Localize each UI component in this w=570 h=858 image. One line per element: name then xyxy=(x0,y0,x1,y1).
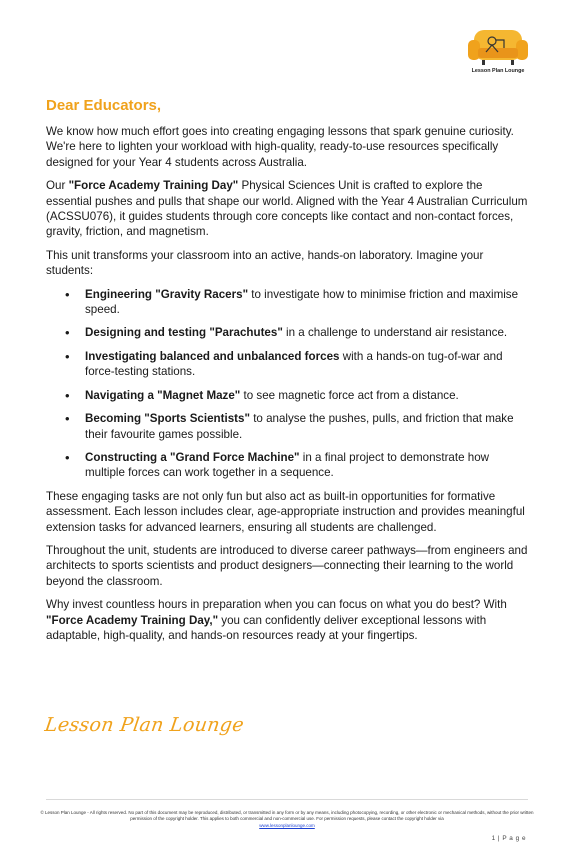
closing-unit-title: "Force Academy Training Day," xyxy=(46,613,219,627)
list-item xyxy=(46,411,528,442)
list-item xyxy=(46,325,528,340)
list-item-bold: Navigating a "Magnet Maze" xyxy=(85,388,241,402)
greeting-heading: Dear Educators, xyxy=(46,97,162,114)
closing-lead: Why invest countless hours in preparation when you can focus on what you do best? With xyxy=(46,598,507,612)
page-number: 1 | P a g e xyxy=(491,835,526,842)
unit-paragraph-text: Physical Sciences Unit is crafted to explore the essential pushes and pulls that shape our world. Aligned with the Year 4 Australian Curriculum (ACSSU076), it guides students through core concepts like contact and non-contact forces, gravity, friction, and magnetism. xyxy=(46,179,528,239)
list-item-text: to analyse the pushes, pulls, and friction that make their favourite games possible. xyxy=(85,412,514,441)
unit-title: "Force Academy Training Day" xyxy=(68,179,239,193)
list-item-bold: Constructing a "Grand Force Machine" xyxy=(85,450,300,464)
list-item-bold: Becoming "Sports Scientists" xyxy=(85,412,250,426)
closing-paragraph xyxy=(46,597,528,643)
copyright-notice: © Lesson Plan Lounge - All rights reserved. No part of this document may be reproduced, distributed, or transmitted in any form or by any means, including photocopying, recording, or other electronic or mechanical methods, without the prior written permission of the copyright holder. This applies to both commercial and non-commercial use. For permission requests, please contact the copyright holder via xyxy=(40,810,534,822)
list-item-text: to see magnetic force act from a distance. xyxy=(240,388,459,402)
intro-paragraph: We know how much effort goes into creating engaging lessons that spark genuine curiosity. We're here to lighten your workload with high-quality, ready-to-use resources specifically designed for your Year 4 students across Australia. xyxy=(46,125,514,169)
unit-paragraph xyxy=(46,178,528,240)
list-item-text: in a challenge to understand air resistance. xyxy=(282,326,508,340)
list-item-text: in a final project to demonstrate how multiple forces can work together in a sequence. xyxy=(85,450,490,480)
list-item-bold: Engineering "Gravity Racers" xyxy=(85,287,249,301)
transform-paragraph: This unit transforms your classroom into an active, hands-on laboratory. Imagine your students: xyxy=(46,248,484,278)
footer xyxy=(40,810,534,829)
list-item-bold: Designing and testing "Parachutes" xyxy=(85,326,283,340)
list-item xyxy=(46,349,528,380)
careers-paragraph: Throughout the unit, students are introduced to diverse career pathways—from engineers and architects to sports scientists and product designers—connecting their learning to the world beyond the classroom. xyxy=(46,543,528,588)
activity-list xyxy=(46,287,528,481)
website-link[interactable]: www.lessonplanlounge.com xyxy=(259,822,315,828)
closing-text: you can confidently deliver exceptional lessons with adaptable, high-quality, and hands-on resources ready at your fingertips. xyxy=(46,613,487,642)
list-item xyxy=(46,388,528,403)
unit-paragraph-lead: Our xyxy=(46,179,69,193)
list-item-bold: Investigating balanced and unbalanced forces xyxy=(85,349,340,363)
footer-divider xyxy=(46,799,528,800)
list-item xyxy=(46,287,528,318)
logo-text: Lesson Plan Lounge xyxy=(471,68,525,74)
brand-logo xyxy=(464,26,532,78)
formative-paragraph: These engaging tasks are not only fun but also act as built-in opportunities for formative assessment. Each lesson includes clear, age-appropriate instruction and provides meaningful extension tasks for advanced learners, ensuring all students are challenged. xyxy=(46,489,525,534)
letter-body xyxy=(46,124,528,651)
list-item-text: with a hands-on tug-of-war and force-testing stations. xyxy=(85,349,503,379)
list-item-text: to investigate how to minimise friction and maximise speed. xyxy=(85,287,519,317)
signature: Lesson Plan Lounge xyxy=(43,714,246,736)
lounge-chair-icon xyxy=(468,26,528,66)
list-item xyxy=(46,450,528,481)
